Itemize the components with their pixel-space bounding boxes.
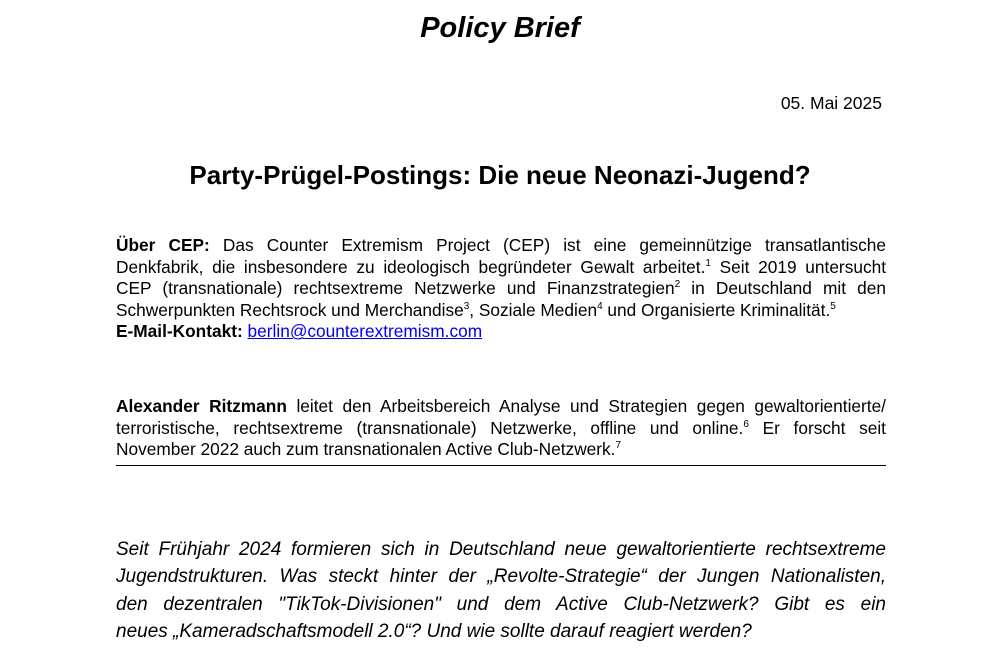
publication-date: 05. Mai 2025 xyxy=(780,93,882,113)
about-text-4: , Soziale Medien xyxy=(469,299,598,320)
footnote-2[interactable]: 2 xyxy=(674,279,681,291)
page-title: Party-Prügel-Postings: Die neue Neonazi-Jugend? xyxy=(189,160,811,190)
about-cep-label: Über CEP: xyxy=(116,235,210,255)
abstract-line-4: neues „Kameradschaftsmodell 2.0“? Und wie sollte darauf reagiert werden? xyxy=(116,621,752,643)
email-contact xyxy=(116,321,886,343)
about-cep-section xyxy=(116,235,886,343)
about-text-2: Seit 2019 untersucht CEP (transnationale) rechtsextreme Netzwerke und Finanzstrategien xyxy=(116,256,886,299)
about-text-3: in Deutschland mit den Schwerpunkten Rechtsrock und Merchandise xyxy=(116,278,887,320)
footnote-4[interactable]: 4 xyxy=(597,301,603,313)
abstract-section xyxy=(116,536,886,646)
about-text-1: Das Counter Extremism Project (CEP) ist eine gemeinnützige transatlantische Denkfabrik, die insbesondere zu ideologisch begründeter Gewalt arbeitet. xyxy=(116,235,886,277)
footnote-5[interactable]: 5 xyxy=(830,301,836,313)
document-type-heading: Policy Brief xyxy=(420,12,580,44)
abstract-line-2: Jugendstrukturen. Was steckt hinter der „Revolte-Strategie“ der Jungen Nationalisten, xyxy=(116,566,886,588)
author-paragraph xyxy=(116,396,886,461)
footnote-1[interactable]: 1 xyxy=(705,257,711,269)
about-text-5: und Organisierte Kriminalität. xyxy=(602,299,831,320)
author-text-1: leitet den Arbeitsbereich Analyse und Strategien gegen gewaltorientierte/ terroristische, rechtsextreme (transnationale) Netzwerke, offline und online. xyxy=(116,396,886,438)
email-contact-label: E-Mail-Kontakt: xyxy=(116,321,243,342)
author-section xyxy=(116,396,886,466)
abstract-line-1: Seit Frühjahr 2024 formieren sich in Deutschland neue gewaltorientierte rechtsextreme xyxy=(116,539,886,560)
author-text-2: Er forscht seit November 2022 auch zum transnationalen Active Club-Netzwerk. xyxy=(116,417,886,460)
abstract-line-3: den dezentralen "TikTok-Divisionen" und dem Active Club-Netzwerk? Gibt es ein xyxy=(116,593,886,615)
about-cep-paragraph xyxy=(116,235,886,321)
author-name: Alexander Ritzmann xyxy=(116,396,287,416)
email-link[interactable]: berlin@counterextremism.com xyxy=(247,321,483,342)
footnote-7[interactable]: 7 xyxy=(615,440,622,452)
footnote-3[interactable]: 3 xyxy=(463,301,470,313)
footnote-6[interactable]: 6 xyxy=(743,418,749,430)
